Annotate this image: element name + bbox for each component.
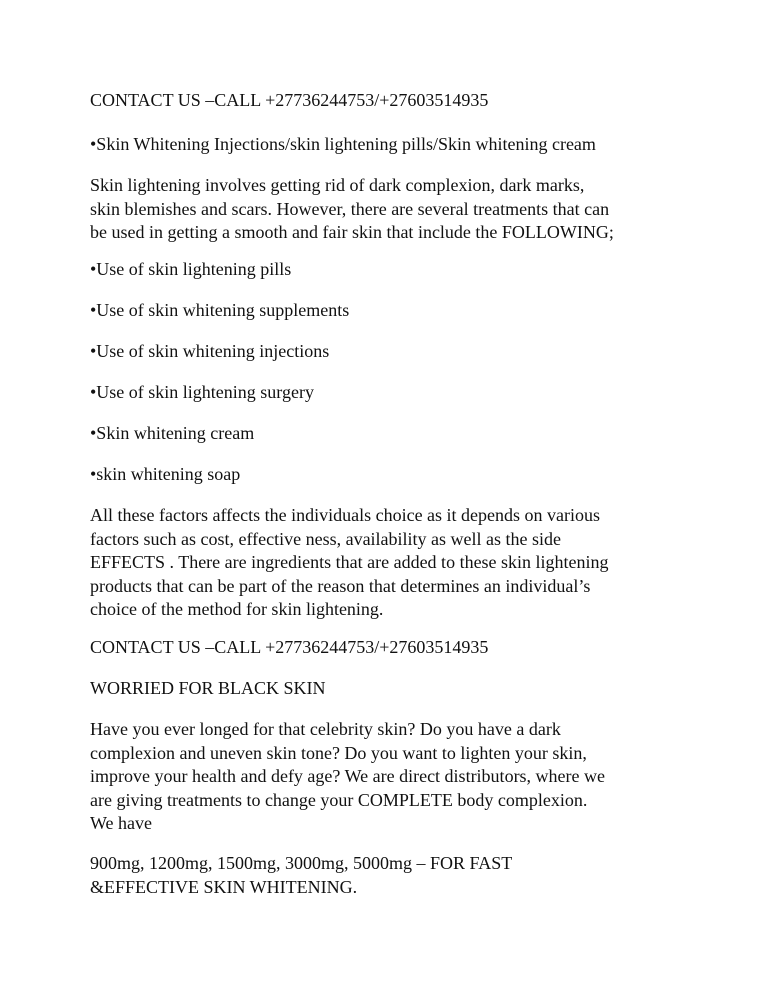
text-line: •Use of skin lightening pills [90,259,292,279]
text-line: EFFECTS . There are ingredients that are added to these skin lightening [90,552,609,573]
text-line: •Use of skin lightening surgery [90,382,314,402]
text-line: Skin lightening involves getting rid of dark complexion, dark marks, [90,175,585,195]
paragraph-bullet-6 [90,463,690,487]
paragraph-heading-bullet [90,133,690,157]
paragraph-bullet-1 [90,258,690,282]
text-line: products that can be part of the reason that determines an individual’s [90,575,591,596]
paragraph-contact-1 [90,89,690,113]
paragraph-factors [90,504,690,622]
text-line: WORRIED FOR BLACK SKIN [90,678,326,698]
paragraph-bullet-4 [90,381,690,405]
paragraph-worried [90,677,690,701]
text-line: Have you ever longed for that celebrity skin? Do you have a dark [90,719,561,739]
text-line: be used in getting a smooth and fair skin that include the FOLLOWING; [90,222,614,243]
text-line: All these factors affects the individuals choice as it depends on various [90,505,601,525]
paragraph-bullet-5 [90,422,690,446]
text-line: &EFFECTIVE SKIN WHITENING. [90,876,358,897]
paragraph-contact-2 [90,636,690,660]
text-line: CONTACT US –CALL +27736244753/+27603514935 [90,637,489,657]
text-line: •Use of skin whitening supplements [90,300,350,320]
paragraph-celebrity [90,718,690,836]
text-line: •Use of skin whitening injections [90,341,330,361]
text-line: 900mg, 1200mg, 1500mg, 3000mg, 5000mg – FOR FAST [90,853,513,873]
text-line: We have [90,813,153,834]
text-line: skin blemishes and scars. However, there are several treatments that can [90,198,610,219]
paragraph-bullet-3 [90,340,690,364]
text-line: factors such as cost, effective ness, availability as well as the side [90,528,562,549]
text-line: •Skin whitening cream [90,423,255,443]
text-line: CONTACT US –CALL +27736244753/+27603514935 [90,90,489,110]
text-line: are giving treatments to change your COMPLETE body complexion. [90,789,588,810]
text-line: •skin whitening soap [90,464,241,484]
text-line: improve your health and defy age? We are direct distributors, where we [90,766,606,787]
paragraph-intro [90,174,690,245]
paragraph-dosages [90,852,690,899]
text-line: choice of the method for skin lightening. [90,599,384,620]
text-line: complexion and uneven skin tone? Do you want to lighten your skin, [90,742,587,763]
text-line: •Skin Whitening Injections/skin lightening pills/Skin whitening cream [90,134,596,154]
paragraph-bullet-2 [90,299,690,323]
